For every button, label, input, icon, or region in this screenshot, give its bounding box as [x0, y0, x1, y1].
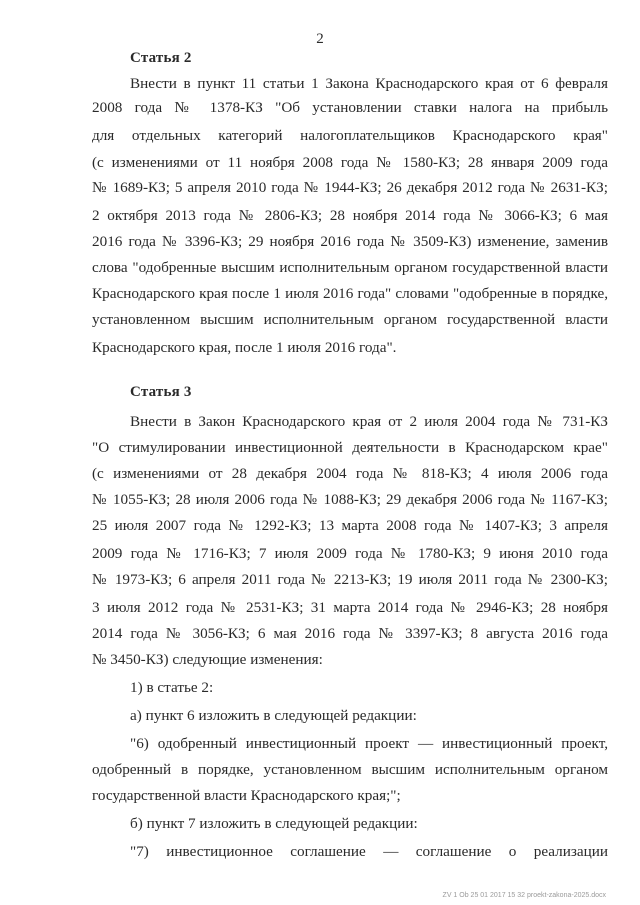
- text-line: 3 июля 2012 года № 2531-КЗ; 31 марта 2014 года № 2946-КЗ; 28 ноября: [92, 599, 608, 616]
- document-footer: ZV 1 Ob 25 01 2017 15 32 proekt-zakona-2025.docx: [442, 892, 606, 899]
- text-line: 2009 года № 1716-КЗ; 7 июля 2009 года № 1780-КЗ; 9 июня 2010 года: [92, 545, 608, 562]
- text-line: 2016 года № 3396-КЗ; 29 ноября 2016 года № 3509-КЗ) изменение, заменив: [92, 233, 608, 250]
- text-line: "6) одобренный инвестиционный проект — инвестиционный проект,: [130, 735, 608, 752]
- text-line: № 1055-КЗ; 28 июля 2006 года № 1088-КЗ; 29 декабря 2006 года № 1167-КЗ;: [92, 491, 608, 508]
- text-line: "7) инвестиционное соглашение — соглашение о реализации: [130, 843, 608, 860]
- text-line: № 1973-КЗ; 6 апреля 2011 года № 2213-КЗ; 19 июля 2011 года № 2300-КЗ;: [92, 571, 608, 588]
- text-line: а) пункт 6 изложить в следующей редакции:: [130, 707, 417, 724]
- text-line: Внести в пункт 11 статьи 1 Закона Краснодарского края от 6 февраля: [130, 75, 608, 92]
- text-line: государственной власти Краснодарского края;";: [92, 787, 401, 804]
- text-line: слова "одобренные высшим исполнительным органом государственной власти: [92, 259, 608, 276]
- text-line: установленном высшим исполнительным органом государственной власти: [92, 311, 608, 328]
- text-line: б) пункт 7 изложить в следующей редакции:: [130, 815, 418, 832]
- text-line: 25 июля 2007 года № 1292-КЗ; 13 марта 2008 года № 1407-КЗ; 3 апреля: [92, 517, 608, 534]
- text-line: для отдельных категорий налогоплательщиков Краснодарского края": [92, 127, 608, 144]
- article-2-heading: Статья 2: [130, 50, 192, 66]
- text-line: (с изменениями от 28 декабря 2004 года № 818-КЗ; 4 июля 2006 года: [92, 465, 608, 482]
- text-line: 2008 года № 1378-КЗ "Об установлении ставки налога на прибыль: [92, 99, 608, 116]
- text-line: 1) в статье 2:: [130, 679, 214, 696]
- page-number: 2: [316, 31, 324, 47]
- text-line: № 1689-КЗ; 5 апреля 2010 года № 1944-КЗ; 26 декабря 2012 года № 2631-КЗ;: [92, 179, 608, 196]
- text-line: № 3450-КЗ) следующие изменения:: [92, 651, 323, 668]
- text-line: "О стимулировании инвестиционной деятельности в Краснодарском крае": [92, 439, 608, 456]
- text-line: 2014 года № 3056-КЗ; 6 мая 2016 года № 3397-КЗ; 8 августа 2016 года: [92, 625, 608, 642]
- text-line: Краснодарского края, после 1 июля 2016 года".: [92, 339, 397, 356]
- text-line: Краснодарского края после 1 июля 2016 года" словами "одобренные в порядке,: [92, 285, 608, 302]
- text-line: (с изменениями от 11 ноября 2008 года № 1580-КЗ; 28 января 2009 года: [92, 154, 608, 171]
- article-3-heading: Статья 3: [130, 384, 192, 400]
- text-line: 2 октября 2013 года № 2806-КЗ; 28 ноября 2014 года № 3066-КЗ; 6 мая: [92, 207, 608, 224]
- text-line: Внести в Закон Краснодарского края от 2 июля 2004 года № 731-КЗ: [130, 413, 608, 430]
- text-line: одобренный в порядке, установленном высшим исполнительным органом: [92, 761, 608, 778]
